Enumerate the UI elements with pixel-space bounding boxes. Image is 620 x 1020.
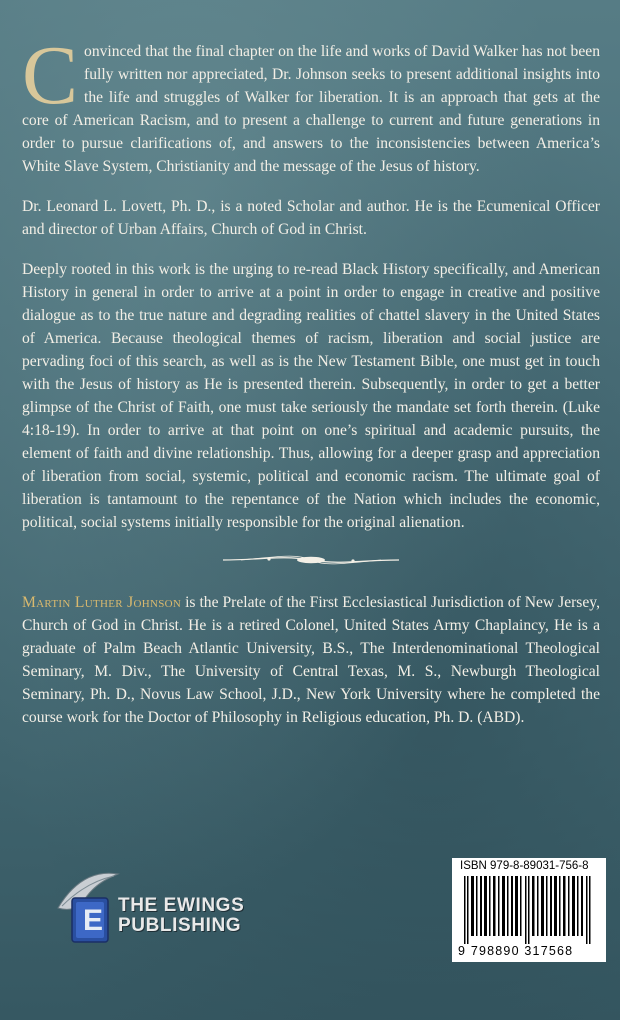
main-paragraph: Deeply rooted in this work is the urging to re-read Black History specifically, and American History in general in order to arrive at a point in order to engage in creative and positive dialogue as to the true nature and degrading realities of chattel slavery in the United States of America. Because theological themes of racism, liberation and social justice are pervading foci of this search, as well as is the New Testament Bible, one must get in touch with the Jesus of history as He is presented therein. Subsequently, in order to get a better glimpse of the Christ of Faith, one must take seriously the mandate set forth therein. (Luke 4:18-19). In order to arrive at that point on one’s spiritual and academic pursuits, the element of faith and divine relationship. Thus, allowing for a deeper grasp and appreciation of liberation from social, systemic, political and economic racism. The ultimate goal of liberation is tantamount to the repentance of the Nation which includes the economic, political, social systems initially responsible for the original alienation. <box>22 261 600 531</box>
isbn-barcode <box>452 858 606 962</box>
lovett-paragraph: Dr. Leonard L. Lovett, Ph. D., is a noted Scholar and author. He is the Ecumenical Officer and director of Urban Affairs, Church of God in Christ. <box>22 198 600 238</box>
author-bio-text: is the Prelate of the First Ecclesiastical Jurisdiction of New Jersey, Church of God in Christ. He is a retired Colonel, United States Army Chaplaincy, He is a graduate of Palm Beach Atlantic University, B.S., The Interdenominational Theological Seminary, M. Div., The University of Central Texas, M. S., Newburgh Theological Seminary, Ph. D., Novus Law School, J.D., New York University where he completed the course work for the Doctor of Philosophy in Religious education, Ph. D. (ABD). <box>22 594 600 726</box>
drop-cap: C <box>22 29 79 122</box>
back-cover-text <box>22 29 600 746</box>
publisher-name <box>118 896 244 936</box>
intro-text: onvinced that the final chapter on the life and works of David Walker has not been fully written nor appreciated, Dr. Johnson seeks to present additional insights into the life and struggles of Walker for liberation. It is an approach that gets at the core of American Racism, and to present a challenge to current and future generations in order to pursue clarifications of, and answers to the inconsistencies between America’s White Slave System, Christianity and the message of the Jesus of history. <box>22 43 600 175</box>
author-bio <box>22 591 600 729</box>
isbn-label: ISBN 979-8-89031-756-8 <box>460 860 589 872</box>
author-name: Martin Luther Johnson <box>22 594 182 611</box>
ornament-divider-icon <box>221 551 401 569</box>
barcode-digits: 9 798890 317568 <box>458 944 574 958</box>
publisher-logo <box>52 868 282 948</box>
publisher-line-2: PUBLISHING <box>118 915 242 936</box>
barcode-bars-icon <box>458 876 600 944</box>
publisher-line-1: THE EWINGS <box>118 895 245 916</box>
intro-paragraph <box>22 29 600 178</box>
svg-text:E: E <box>83 904 104 937</box>
